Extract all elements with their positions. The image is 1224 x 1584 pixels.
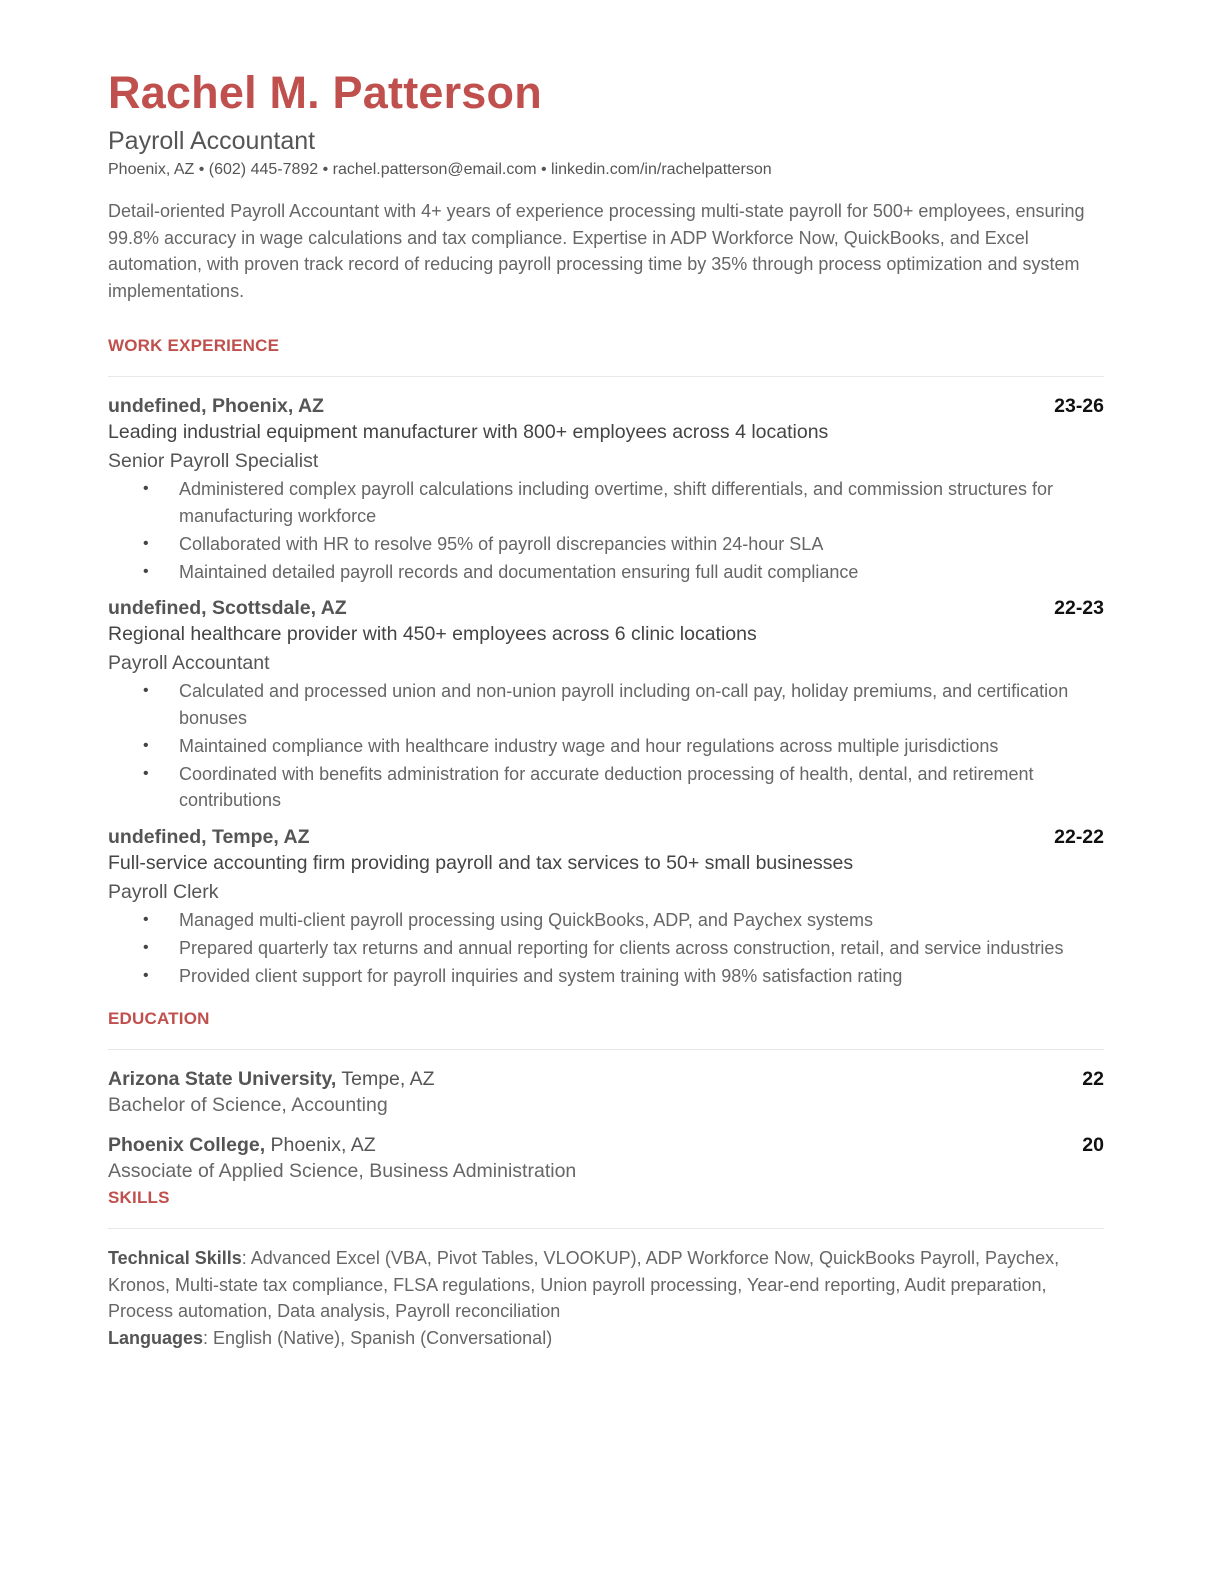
job-company-description: Full-service accounting firm providing payroll and tax services to 50+ small businesses [108,851,854,874]
job-entry [108,395,1104,585]
education-entry [108,1068,1104,1120]
job-bullet: • Maintained detailed payroll records and documentation ensuring full audit compliance [179,559,1104,586]
job-bullet: • Maintained compliance with healthcare industry wage and hour regulations across multiple jurisdictions [179,733,1104,760]
section-divider [108,1228,1104,1229]
job-bullet: • Collaborated with HR to resolve 95% of payroll discrepancies within 24-hour SLA [179,531,1104,558]
education-header [108,1134,1104,1157]
job-bullets [108,476,1104,585]
job-bullets [108,907,1104,990]
job-bullet: • Calculated and processed union and non-union payroll including on-call pay, holiday premiums, and certification bonuses [179,678,1104,731]
candidate-name: Rachel M. Patterson [108,67,542,118]
job-dates: 22-23 [1054,597,1104,620]
education-header [108,1068,1104,1091]
job-header [108,597,1104,620]
job-bullets [108,678,1104,814]
education-degree: Bachelor of Science, Accounting [108,1094,388,1117]
candidate-title: Payroll Accountant [108,126,316,155]
professional-summary: Detail-oriented Payroll Accountant with 4+ years of experience processing multi-state payroll for 500+ employees, ensuring 99.8% accuracy in wage calculations and tax compliance. Expertise in ADP Workforce Now, QuickBooks, and Excel automation, with proven track record of reducing payroll processing time by 35% through process optimization and system implementations. [108,201,1085,301]
job-company: undefined, Scottsdale, AZ [108,597,347,620]
job-bullet: • Administered complex payroll calculations including overtime, shift differentials, and commission structures for manufacturing workforce [179,476,1104,529]
languages [108,1325,1104,1352]
education-school: Arizona State University, [108,1068,337,1091]
technical-skills-value: : Advanced Excel (VBA, Pivot Tables, VLOOKUP), ADP Workforce Now, QuickBooks Payroll, Paychex, Kronos, Multi-state tax compliance, FLSA regulations, Union payroll processing, Year-end reporting, Audit preparation, Process automation, Data analysis, Payroll reconciliation [108,1248,1060,1322]
job-role: Senior Payroll Specialist [108,450,319,473]
education-date: 20 [1082,1134,1104,1157]
job-bullet: • Coordinated with benefits administration for accurate deduction processing of health, dental, and retirement contributions [179,761,1104,814]
education-location: Phoenix, AZ [265,1134,376,1157]
job-role: Payroll Clerk [108,880,219,903]
languages-value: : English (Native), Spanish (Conversational) [203,1327,553,1348]
education-school: Phoenix College, [108,1134,266,1157]
education-date: 22 [1082,1068,1104,1091]
job-company: undefined, Phoenix, AZ [108,395,324,418]
job-bullet: • Managed multi-client payroll processing using QuickBooks, ADP, and Paychex systems [179,907,1104,934]
education-school-line [108,1068,435,1091]
job-company: undefined, Tempe, AZ [108,825,310,848]
job-header [108,395,1104,418]
technical-skills-label: Technical Skills [108,1248,242,1269]
languages-label: Languages [108,1327,204,1348]
section-divider [108,376,1104,377]
job-header [108,826,1104,849]
job-bullet: • Prepared quarterly tax returns and annual reporting for clients across construction, retail, and service industries [179,935,1104,962]
job-entry [108,597,1104,814]
job-role: Payroll Accountant [108,652,270,675]
job-entry [108,826,1104,990]
education-entry [108,1134,1104,1186]
section-title-education: EDUCATION [108,1009,210,1029]
job-company-description: Leading industrial equipment manufacturer with 800+ employees across 4 locations [108,421,829,444]
education-degree: Associate of Applied Science, Business Administration [108,1160,577,1183]
section-title-work-experience: WORK EXPERIENCE [108,336,280,356]
contact-info: Phoenix, AZ • (602) 445-7892 • rachel.patterson@email.com • linkedin.com/in/rachelpatterson [108,160,772,178]
section-divider [108,1049,1104,1050]
section-title-skills: SKILLS [108,1188,170,1208]
job-dates: 22-22 [1054,825,1104,848]
job-dates: 23-26 [1054,395,1104,418]
job-company-description: Regional healthcare provider with 450+ employees across 6 clinic locations [108,623,757,646]
resume-page [108,60,1104,1351]
education-location: Tempe, AZ [336,1068,435,1091]
job-bullet: • Provided client support for payroll inquiries and system training with 98% satisfaction rating [179,963,1104,990]
technical-skills [108,1245,1104,1325]
education-school-line [108,1134,376,1157]
